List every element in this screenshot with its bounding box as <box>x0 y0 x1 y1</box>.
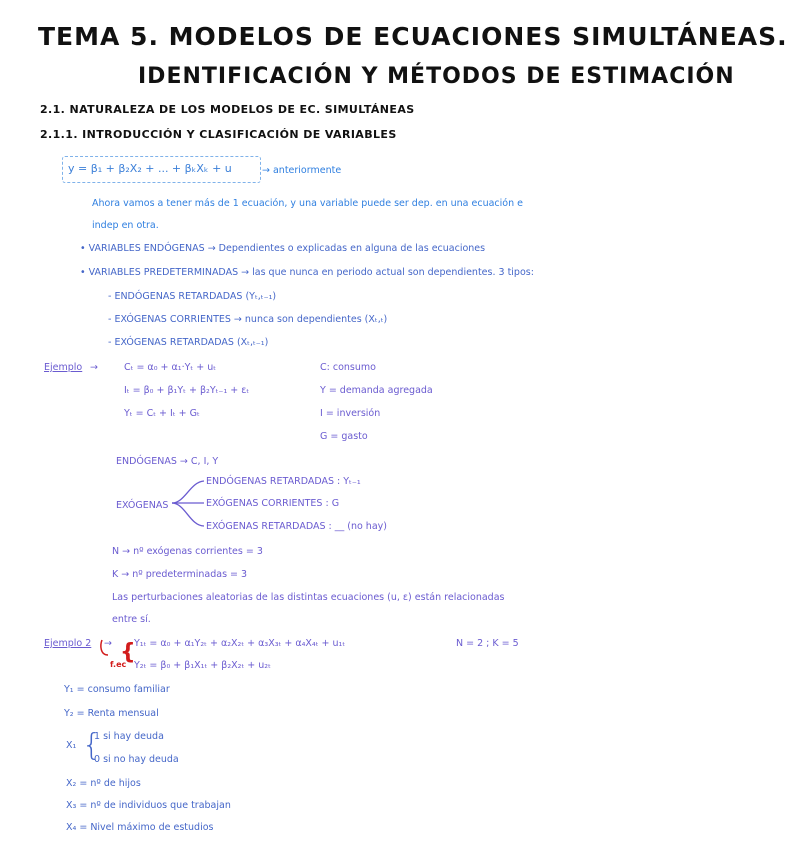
def-c: C: consumo <box>320 362 376 373</box>
branch-exogenas-retardadas: EXÓGENAS RETARDADAS : __ (no hay) <box>206 521 387 532</box>
example2-params: N = 2 ; K = 5 <box>456 638 519 649</box>
section-heading-2-1: 2.1. NATURALEZA DE LOS MODELOS DE EC. SIMULTÁNEAS <box>40 103 415 116</box>
def-y1: Y₁ = consumo familiar <box>64 684 170 695</box>
perturbaciones-line2: entre sí. <box>112 614 151 625</box>
n-count: N → nº exógenas corrientes = 3 <box>112 546 263 557</box>
branch-exogenas-corrientes: EXÓGENAS CORRIENTES : G <box>206 498 340 509</box>
sub-endogenas-retardadas: - ENDÓGENAS RETARDADAS (Yₜ,ₜ₋₁) <box>108 291 277 302</box>
example1-eq1: Cₜ = α₀ + α₁·Yₜ + uₜ <box>124 362 217 373</box>
bullet-endogenas: • VARIABLES ENDÓGENAS → Dependientes o explicadas en alguna de las ecuaciones <box>80 243 486 254</box>
general-equation: y = β₁ + β₂X₂ + ... + βₖXₖ + u <box>68 162 232 175</box>
sub-exogenas-retardadas: - EXÓGENAS RETARDADAS (Xₜ,ₜ₋₁) <box>108 337 269 348</box>
example2-arrow: → <box>104 638 112 649</box>
example1-eq3: Yₜ = Cₜ + Iₜ + Gₜ <box>124 408 200 419</box>
x1-option1: 1 si hay deuda <box>94 731 164 742</box>
example1-label: Ejemplo <box>44 362 83 373</box>
example2-label: Ejemplo 2 <box>44 638 92 649</box>
x1-brace-icon: { <box>82 728 102 763</box>
example1-arrow: → <box>90 362 98 373</box>
intro-paragraph-line1: Ahora vamos a tener más de 1 ecuación, y una variable puede ser dep. en una ecuación e <box>92 198 523 209</box>
example2-eq1: Y₁ₜ = α₀ + α₁Y₂ₜ + α₂X₂ₜ + α₃X₃ₜ + α₄X₄ₜ + u₁ₜ <box>134 638 346 649</box>
def-y2: Y₂ = Renta mensual <box>64 708 159 719</box>
x1-label: X₁ <box>66 740 77 751</box>
def-g: G = gasto <box>320 431 368 442</box>
intro-paragraph-line2: indep en otra. <box>92 220 159 231</box>
def-x3: X₃ = nº de individuos que trabajan <box>66 800 231 811</box>
system-brace-icon: { <box>120 640 136 665</box>
bullet-predeterminadas: • VARIABLES PREDETERMINADAS → las que nunca en periodo actual son dependientes. 3 tipos: <box>80 267 534 278</box>
def-i: I = inversión <box>320 408 381 419</box>
example1-eq2: Iₜ = β₀ + β₁Yₜ + β₂Yₜ₋₁ + εₜ <box>124 385 250 396</box>
section-heading-2-1-1: 2.1.1. INTRODUCCIÓN Y CLASIFICACIÓN DE VARIABLES <box>40 128 397 141</box>
branch-endogenas-retardadas: ENDÓGENAS RETARDADAS : Yₜ₋₁ <box>206 476 361 487</box>
f-ec-annotation: f.ec <box>110 660 127 669</box>
k-count: K → nº predeterminadas = 3 <box>112 569 248 580</box>
endogenas-list: ENDÓGENAS → C, I, Y <box>116 456 219 467</box>
sub-exogenas-corrientes: - EXÓGENAS CORRIENTES → nunca son dependientes (Xₜ,ₜ) <box>108 314 388 325</box>
def-x2: X₂ = nº de hijos <box>66 778 141 789</box>
def-y: Y = demanda agregada <box>320 385 433 396</box>
perturbaciones-line1: Las perturbaciones aleatorias de las distintas ecuaciones (u, ε) están relacionadas <box>112 592 505 603</box>
page-subtitle: IDENTIFICACIÓN Y MÉTODOS DE ESTIMACIÓN <box>138 64 735 89</box>
equation-note: → anteriormente <box>262 165 342 176</box>
x1-option2: 0 si no hay deuda <box>94 754 179 765</box>
example2-eq2: Y₂ₜ = β₀ + β₁X₁ₜ + β₂X₂ₜ + u₂ₜ <box>134 660 271 671</box>
exogenas-label: EXÓGENAS <box>116 500 169 511</box>
page-title: TEMA 5. MODELOS DE ECUACIONES SIMULTÁNEAS. <box>38 22 788 51</box>
def-x4: X₄ = Nivel máximo de estudios <box>66 822 214 833</box>
